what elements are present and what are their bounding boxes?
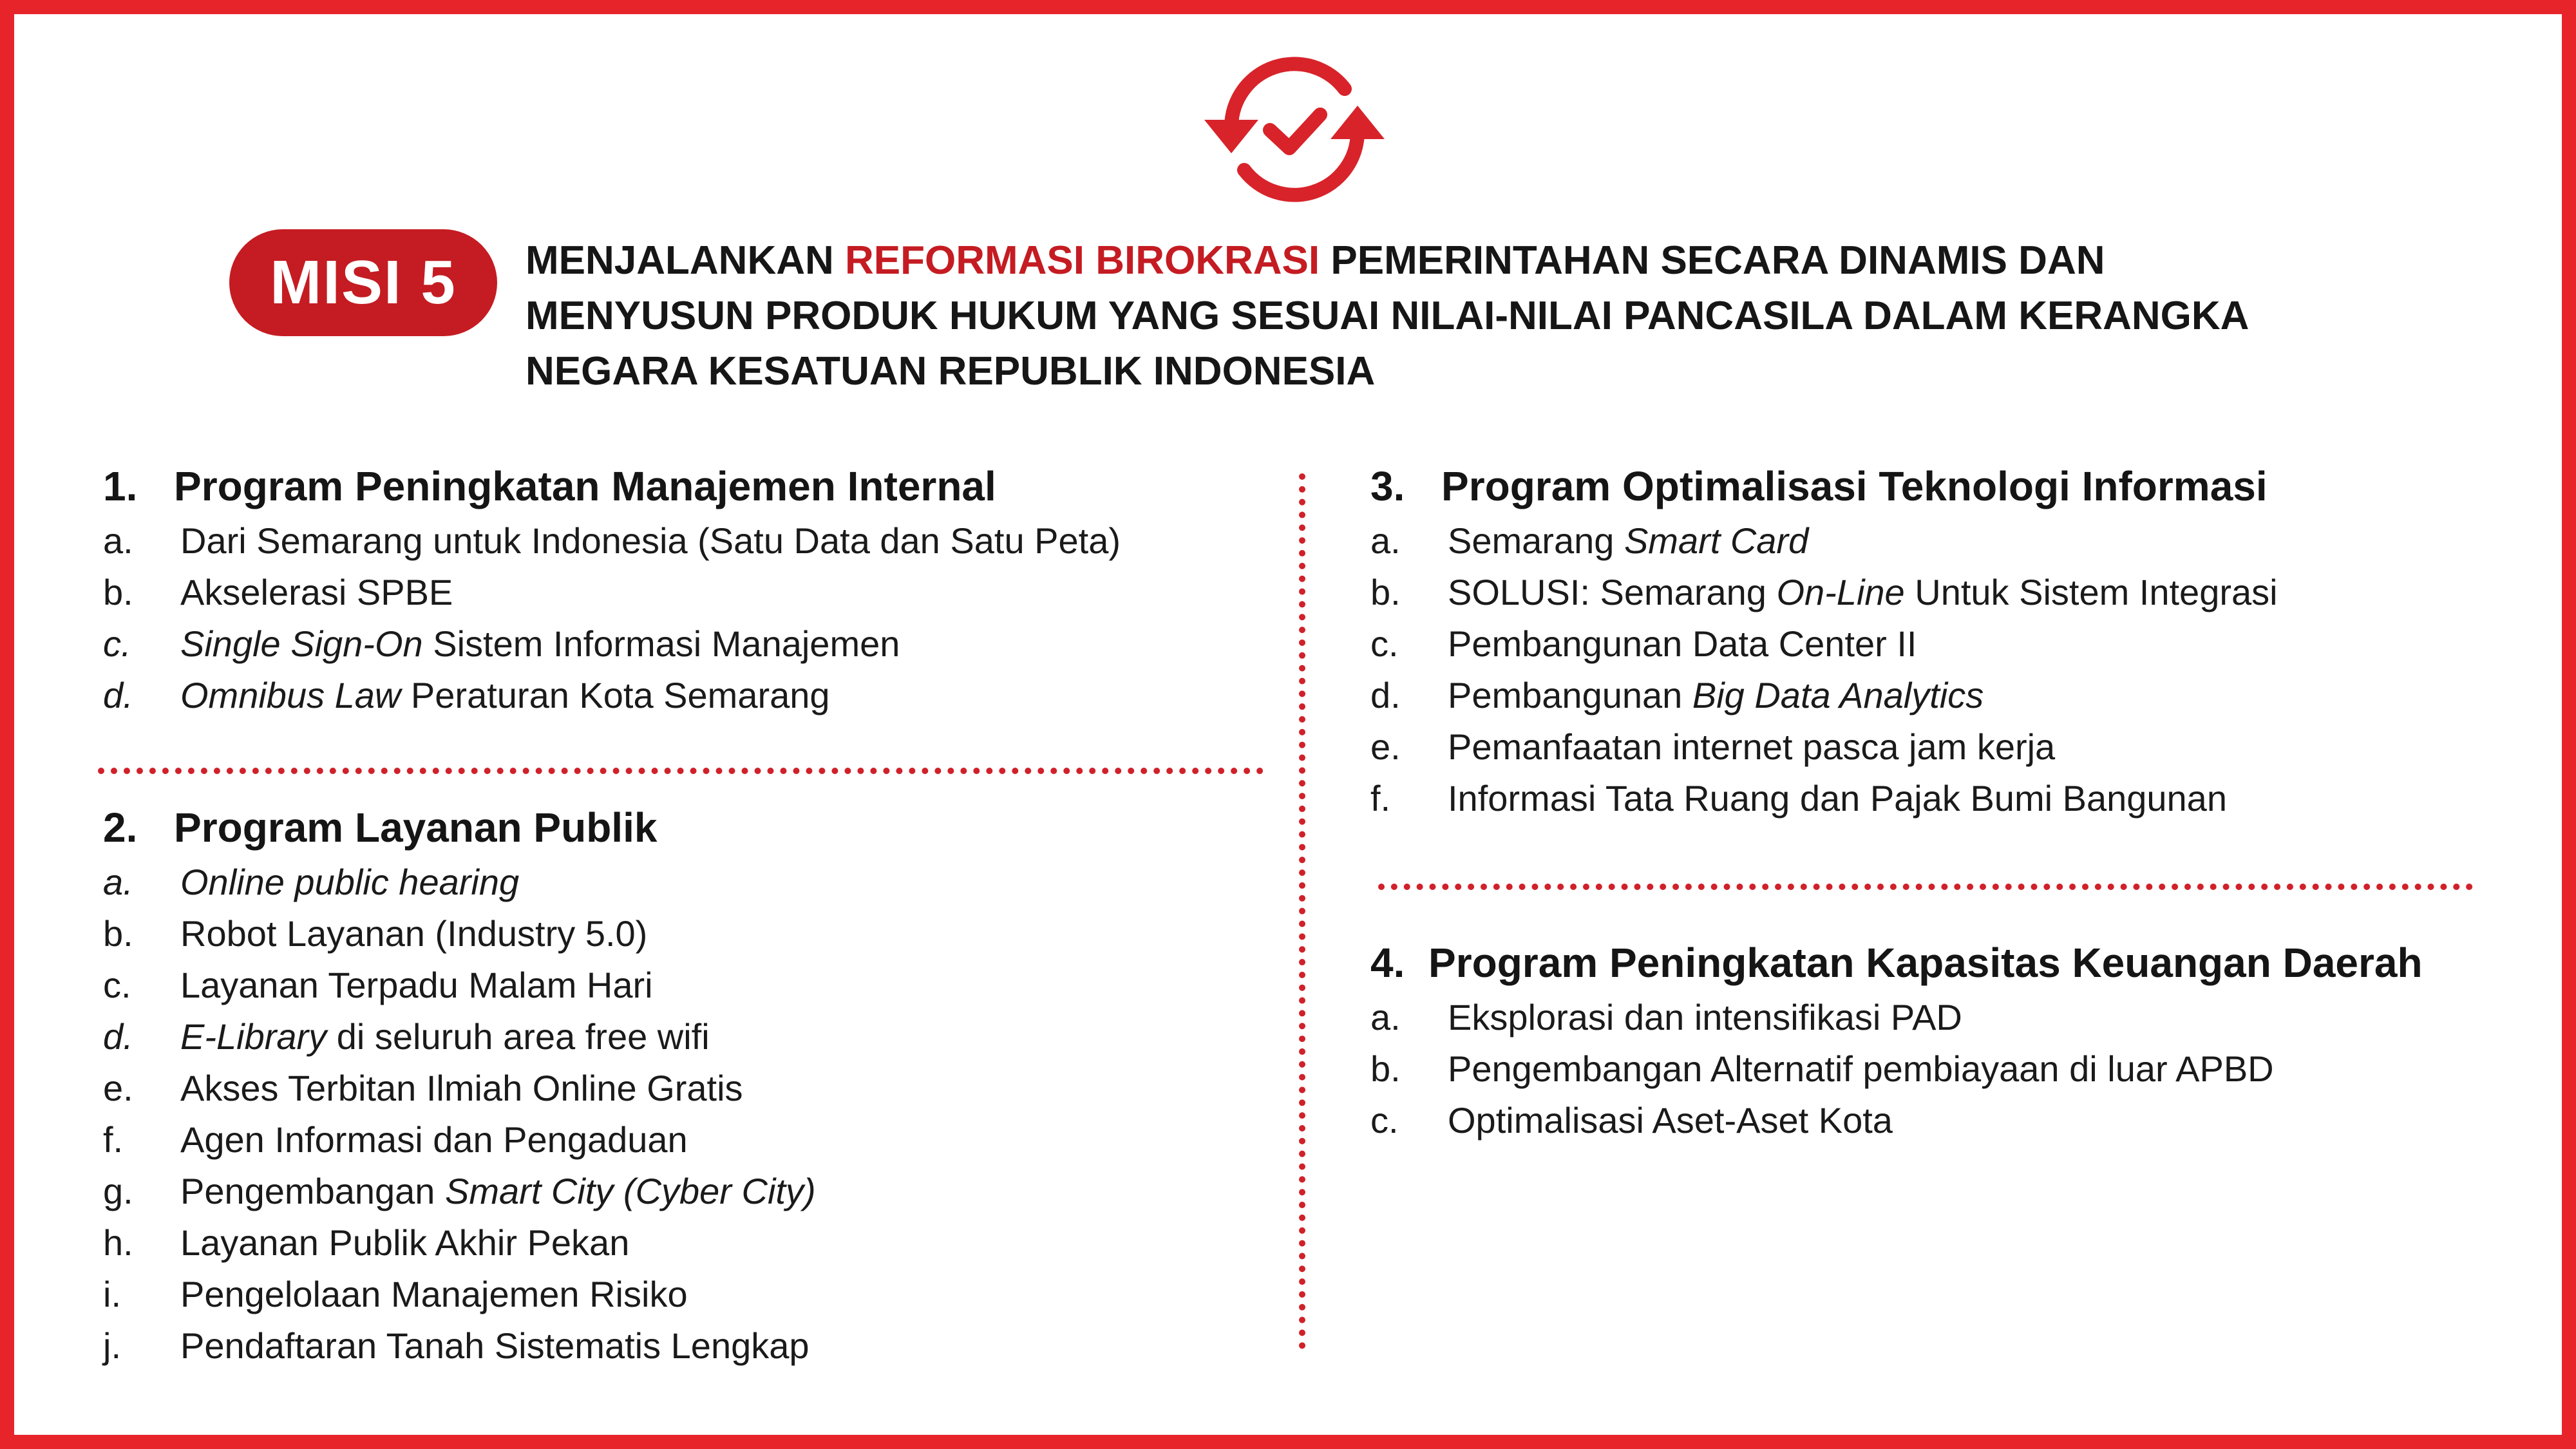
headline-highlight: REFORMASI BIROKRASI <box>845 238 1320 283</box>
list-item: f. Agen Informasi dan Pengaduan <box>103 1119 688 1160</box>
headline-line-3: NEGARA KESATUAN REPUBLIK INDONESIA <box>526 349 1376 393</box>
program-3-section <box>1370 457 2530 824</box>
program-title: 2. Program Layanan Publik <box>103 804 658 851</box>
program-2-section <box>103 799 1275 1372</box>
list-item: a. Dari Semarang untuk Indonesia (Satu Data dan Satu Peta) <box>103 520 1121 561</box>
list-item: b. Pengembangan Alternatif pembiayaan di luar APBD <box>1370 1048 2274 1089</box>
misi-badge: MISI 5 <box>229 229 497 336</box>
program-1-section <box>103 457 1275 721</box>
list-item: d. Omnibus Law Peraturan Kota Semarang <box>103 675 830 715</box>
headline-line-1: MENJALANKAN REFORMASI BIROKRASI PEMERINTAHAN SECARA DINAMIS DAN <box>526 238 2105 283</box>
program-title: 3. Program Optimalisasi Teknologi Informasi <box>1370 463 2268 509</box>
list-item: c. Layanan Terpadu Malam Hari <box>103 965 653 1005</box>
program-title: 1. Program Peningkatan Manajemen Internal <box>103 463 996 509</box>
list-item: a. Online public hearing <box>103 862 520 902</box>
divider-right-horizontal <box>1378 884 2473 890</box>
list-item: j. Pendaftaran Tanah Sistematis Lengkap <box>103 1325 810 1366</box>
list-item: a. Eksplorasi dan intensifikasi PAD <box>1370 997 1962 1037</box>
list-item: b. SOLUSI: Semarang On-Line Untuk Sistem Integrasi <box>1370 572 2278 612</box>
list-item: f. Informasi Tata Ruang dan Pajak Bumi Bangunan <box>1370 778 2227 819</box>
list-item: c. Pembangunan Data Center II <box>1370 623 1917 664</box>
list-item: e. Akses Terbitan Ilmiah Online Gratis <box>103 1068 743 1108</box>
divider-vertical <box>1299 473 1305 1349</box>
program-title: 4. Program Peningkatan Kapasitas Keuangan Daerah <box>1370 940 2423 986</box>
divider-left-horizontal <box>98 768 1264 774</box>
list-item: h. Layanan Publik Akhir Pekan <box>103 1222 630 1263</box>
list-item: b. Robot Layanan (Industry 5.0) <box>103 913 648 954</box>
list-item: c. Optimalisasi Aset-Aset Kota <box>1370 1100 1893 1141</box>
mission-headline <box>526 233 2470 399</box>
list-item: d. Pembangunan Big Data Analytics <box>1370 675 1984 715</box>
program-items <box>103 857 1275 1372</box>
list-item: b. Akselerasi SPBE <box>103 572 453 612</box>
list-item: i. Pengelolaan Manajemen Risiko <box>103 1274 688 1314</box>
list-item: d. E-Library di seluruh area free wifi <box>103 1016 710 1057</box>
program-items <box>1370 992 2530 1146</box>
program-items <box>103 515 1275 721</box>
headline-line-2: MENYUSUN PRODUK HUKUM YANG SESUAI NILAI-NILAI PANCASILA DALAM KERANGKA <box>526 294 2249 338</box>
list-item: g. Pengembangan Smart City (Cyber City) <box>103 1171 816 1211</box>
program-items <box>1370 515 2530 824</box>
refresh-check-icon <box>1198 43 1391 216</box>
list-item: c. Single Sign-On Sistem Informasi Manajemen <box>103 623 900 664</box>
list-item: a. Semarang Smart Card <box>1370 520 1809 561</box>
program-4-section <box>1370 934 2530 1146</box>
list-item: e. Pemanfaatan internet pasca jam kerja <box>1370 726 2056 767</box>
